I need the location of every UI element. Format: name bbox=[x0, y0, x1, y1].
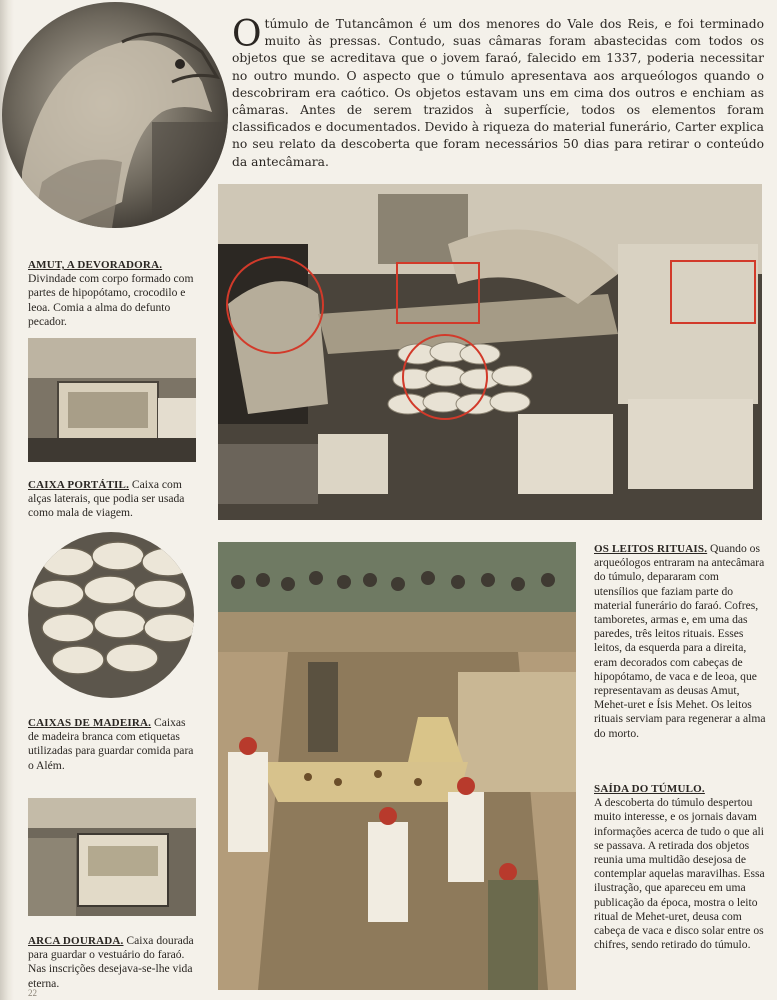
highlight-gilded-chest bbox=[670, 260, 756, 324]
caption-tomb-exit-head: SAÍDA DO TÚMULO. bbox=[594, 783, 705, 795]
caption-amut-head: AMUT, A DEVORADORA. bbox=[28, 259, 163, 271]
highlight-amut bbox=[226, 256, 324, 354]
highlight-wooden-boxes bbox=[402, 334, 488, 420]
caption-wooden-boxes-head: CAIXAS DE MADEIRA. bbox=[28, 717, 152, 729]
amut-illustration bbox=[2, 2, 228, 228]
caption-gilded-chest-head: ARCA DOURADA. bbox=[28, 935, 124, 947]
antechamber-illustration bbox=[218, 184, 762, 520]
intro-paragraph bbox=[232, 16, 764, 171]
caption-amut bbox=[28, 258, 204, 329]
caption-amut-body: Divindade com corpo formado com partes de hipopótamo, crocodilo e leoa. Comia a alma do defunto pecador. bbox=[28, 272, 194, 328]
caption-portable-box-head: CAIXA PORTÁTIL. bbox=[28, 479, 130, 491]
caption-gilded-chest bbox=[28, 934, 198, 991]
caption-tomb-exit-body: A descoberta do túmulo despertou muito interesse, e os jornais davam informações acerca de tudo o que ali se passava. A retirada dos objetos reunia uma multidão desejosa de contemplar aquelas maravilhas. Essa ilustração, que apareceu em uma publicação da época, mostra o leito ritual de Mehet-uret, deusa com cabeça de vaca e disco solar entre os chifres, sendo retirado do túmulo. bbox=[594, 796, 765, 952]
removal-illustration bbox=[218, 542, 576, 990]
gilded-chest-illustration bbox=[28, 798, 196, 916]
amut-photo bbox=[2, 2, 228, 228]
caption-portable-box bbox=[28, 478, 198, 521]
caption-portable-box-body: Caixa com alças laterais, que podia ser usada como mala de viagem. bbox=[28, 478, 185, 520]
caption-ritual-beds-head: OS LEITOS RITUAIS. bbox=[594, 543, 708, 555]
gilded-chest-photo bbox=[28, 798, 196, 916]
caption-gilded-chest-body: Caixa dourada para guardar o vestuário do faraó. Nas inscrições desejava-se-lhe vida eterna. bbox=[28, 934, 194, 990]
intro-text: túmulo de Tutancâmon é um dos menores do Vale dos Reis, e foi terminado muito às pressas. Contudo, suas câmaras foram abastecidas com todos os objetos que se acreditava que o jovem faraó, falecido em 1337, poderia necessitar no outro mundo. O aspecto que o túmulo apresentava aos arqueólogos quando o descobriram era caótico. Os objetos estavam uns em cima dos outros e enchiam as câmaras. Antes de serem trazidos à superfície, todos os elementos foram classificados e documentados. Devido à riqueza do material funerário, Carter explica no seu relato da descoberta que foram necessários 50 dias para retirar o conteúdo da antecâmara. bbox=[232, 17, 764, 169]
wooden-boxes-photo bbox=[28, 532, 194, 698]
caption-wooden-boxes bbox=[28, 716, 198, 773]
caption-ritual-beds-body: Quando os arqueólogos entraram na antecâmara do túmulo, depararam com utensílios que faziam parte do material funerário do faraó. Cofres, tamboretes, armas e, em uma das paredes, três leitos rituais. Esses leitos, da esquerda para a direita, eram decorados com cabeças de hipopótamo, de vaca e de leoa, que representavam as deusas Amut, Mehet-uret e Ísis Mehet. Os leitos rituais serviam para regenerar a alma do morto. bbox=[594, 542, 766, 740]
removal-scene bbox=[218, 542, 576, 990]
intro-dropcap: O bbox=[232, 14, 262, 55]
highlight-portable-box bbox=[396, 262, 480, 324]
caption-tomb-exit bbox=[594, 782, 766, 952]
page-number: 22 bbox=[28, 988, 37, 998]
wooden-boxes-illustration bbox=[28, 532, 194, 698]
caption-wooden-boxes-body: Caixas de madeira branca com etiquetas utilizadas para guardar comida para o Além. bbox=[28, 716, 194, 772]
antechamber-photo bbox=[218, 184, 762, 520]
portable-box-photo bbox=[28, 338, 196, 462]
caption-ritual-beds bbox=[594, 542, 766, 741]
portable-box-illustration bbox=[28, 338, 196, 462]
